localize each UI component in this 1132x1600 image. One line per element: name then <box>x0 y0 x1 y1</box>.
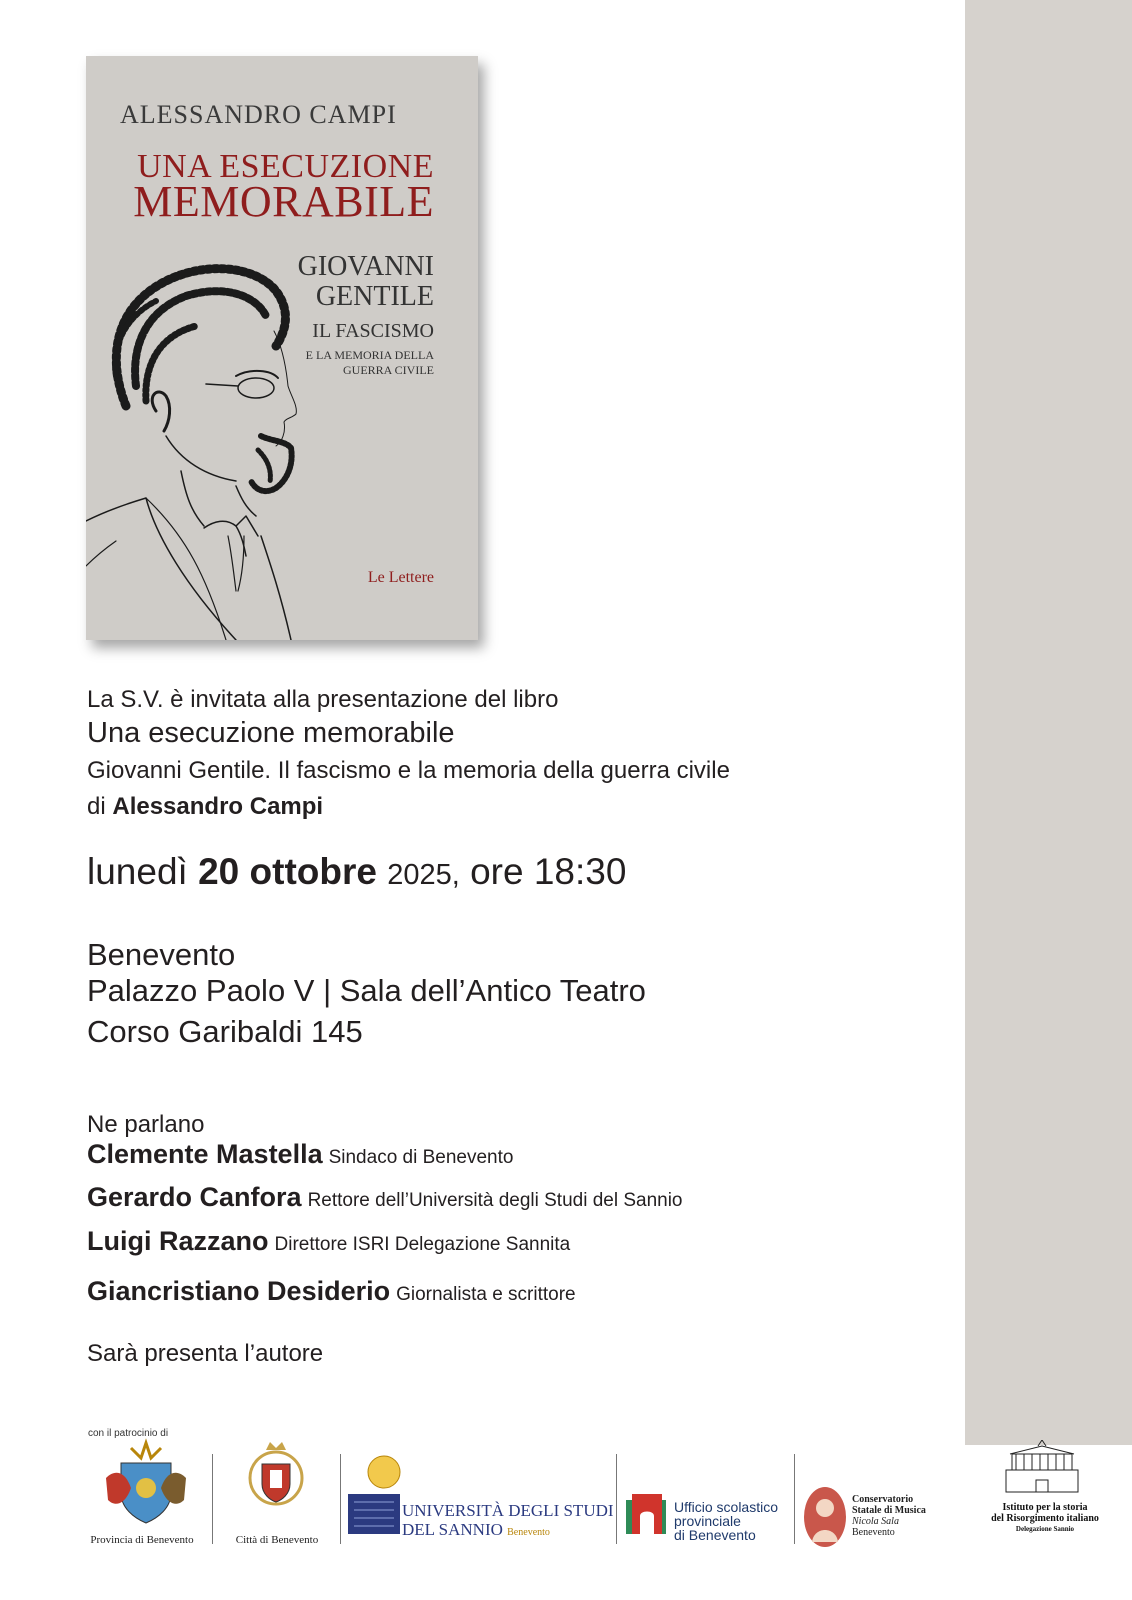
separator-line <box>616 1454 617 1544</box>
event-day-month: 20 ottobre <box>198 851 377 892</box>
provincia-logo <box>86 1438 206 1568</box>
unisannio-emblem-icon <box>348 1438 406 1548</box>
speaker-entry <box>87 1139 513 1170</box>
book-subtitle: Giovanni Gentile. Il fascismo e la memoria della guerra civile <box>87 757 730 784</box>
conservatorio-line4: Benevento <box>852 1527 895 1538</box>
cover-author: ALESSANDRO CAMPI <box>120 100 397 129</box>
istituto-line3: Delegazione Sannio <box>1015 1525 1075 1533</box>
citta-caption: Città di Benevento <box>235 1534 319 1546</box>
ufficio-text <box>674 1500 778 1542</box>
ufficio-line3: di Benevento <box>674 1527 756 1543</box>
event-venue: Palazzo Paolo V | Sala dell’Antico Teatro <box>87 973 646 1008</box>
cover-subtitle-line4: E LA MEMORIA DELLA <box>305 348 434 362</box>
speaker-role: Sindaco di Benevento <box>328 1147 514 1168</box>
speakers-heading: Ne parlano <box>87 1111 205 1138</box>
patronage-label: con il patrocinio di <box>88 1428 169 1439</box>
unisannio-line3: Benevento <box>507 1527 550 1538</box>
conservatorio-line3: Nicola Sala <box>852 1516 899 1527</box>
unisannio-line1: UNIVERSITÀ DEGLI STUDI <box>402 1501 614 1520</box>
speaker-name: Gerardo Canfora <box>87 1182 302 1212</box>
speaker-entry <box>87 1276 576 1307</box>
ufficio-scolastico-logo <box>626 1438 796 1568</box>
book-title: Una esecuzione memorabile <box>87 717 455 749</box>
speaker-name: Luigi Razzano <box>87 1226 269 1256</box>
conservatorio-logo <box>802 1438 952 1568</box>
cover-subtitle-line3: IL FASCISMO <box>312 320 434 342</box>
book-cover-image <box>86 56 478 640</box>
speaker-entry <box>87 1226 570 1257</box>
speaker-role: Direttore ISRI Delegazione Sannita <box>274 1234 571 1255</box>
portrait-sketch-illustration <box>86 236 406 640</box>
istituto-line2: del Risorgimento italiano <box>991 1513 1099 1524</box>
provincia-coat-of-arms-icon <box>86 1438 206 1528</box>
event-weekday: lunedì <box>87 851 188 892</box>
cover-subtitle-line1: GIOVANNI <box>297 251 434 282</box>
decorative-side-band <box>965 0 1132 1445</box>
istituto-line1: Istituto per la storia <box>1002 1502 1088 1513</box>
conservatorio-text <box>852 1494 926 1538</box>
provincia-caption: Provincia di Benevento <box>90 1534 194 1546</box>
citta-coat-of-arms-icon <box>226 1438 326 1518</box>
speaker-role: Rettore dell’Università degli Studi del Sannio <box>307 1190 683 1211</box>
separator-line <box>212 1454 213 1544</box>
event-time: ore 18:30 <box>470 851 627 892</box>
separator-line <box>794 1454 795 1544</box>
conservatorio-line2: Statale di Musica <box>852 1505 926 1516</box>
by-prefix: di <box>87 793 106 820</box>
book-author: Alessandro Campi <box>112 793 324 820</box>
istituto-text <box>970 1502 1120 1535</box>
istituto-logo <box>970 1438 1120 1568</box>
unisannio-line2: DEL SANNIO <box>402 1520 503 1539</box>
ufficio-line2: provinciale <box>674 1513 741 1529</box>
event-address: Corso Garibaldi 145 <box>87 1014 363 1049</box>
citta-logo <box>226 1438 326 1568</box>
conservatorio-line1: Conservatorio <box>852 1494 914 1505</box>
cover-title-line2: MEMORABILE <box>133 177 434 226</box>
speaker-role: Giornalista e scrittore <box>396 1284 576 1305</box>
unisannio-text <box>402 1501 614 1542</box>
ufficio-line1: Ufficio scolastico <box>674 1499 779 1515</box>
event-date <box>87 851 626 893</box>
speaker-name: Clemente Mastella <box>87 1139 323 1169</box>
event-city: Benevento <box>87 937 236 972</box>
book-author-line <box>87 793 323 821</box>
speaker-name: Giancristiano Desiderio <box>87 1276 391 1306</box>
istituto-monument-icon <box>1002 1440 1082 1496</box>
conservatorio-portrait-icon <box>802 1484 848 1550</box>
cover-title-line1: UNA ESECUZIONE <box>137 148 434 185</box>
patron-logos-row <box>86 1438 1126 1568</box>
event-year: 2025, <box>387 859 460 891</box>
invitation-intro: La S.V. è invitata alla presentazione del libro <box>87 686 559 713</box>
unisannio-logo <box>348 1438 614 1568</box>
ufficio-building-icon <box>626 1494 666 1534</box>
separator-line <box>340 1454 341 1544</box>
speaker-entry <box>87 1182 683 1213</box>
cover-publisher: Le Lettere <box>367 569 434 586</box>
closing-note: Sarà presenta l’autore <box>87 1340 324 1367</box>
cover-subtitle-line5: GUERRA CIVILE <box>343 363 434 377</box>
cover-subtitle-line2: GENTILE <box>315 281 434 312</box>
